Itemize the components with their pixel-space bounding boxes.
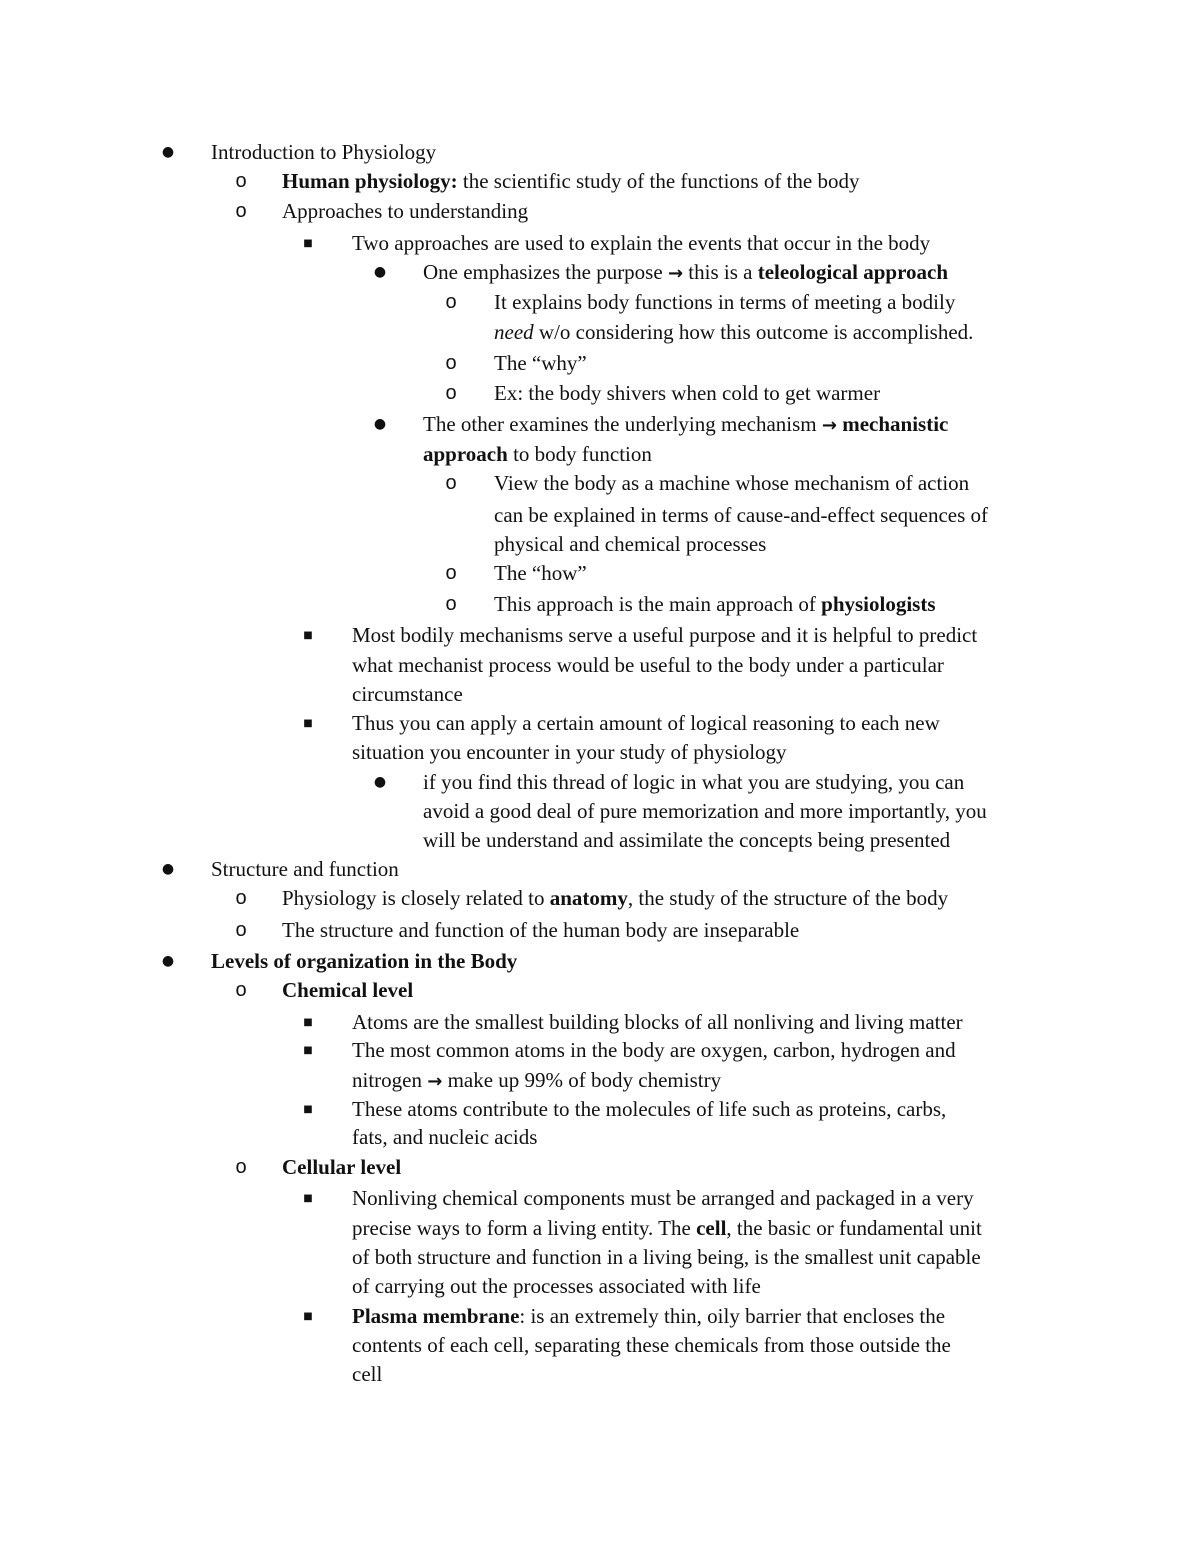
bold-term: cell — [696, 1216, 727, 1240]
bullet-circle-icon: o — [445, 562, 457, 584]
bullet-disc-icon: ● — [161, 953, 175, 969]
line-text — [352, 1008, 963, 1036]
bullet-square-icon: ■ — [303, 1193, 313, 1204]
line-text — [352, 1036, 956, 1064]
bold-term: Cellular level — [282, 1155, 402, 1179]
bullet-circle-icon: o — [445, 472, 457, 494]
line-text — [423, 768, 964, 796]
bullet-disc-icon: ● — [373, 264, 387, 280]
bullet-circle-icon: o — [445, 593, 457, 615]
bold-term: physiologists — [821, 592, 936, 616]
line-text — [352, 680, 463, 708]
bullet-square-icon: ■ — [303, 1104, 313, 1115]
line-text — [352, 1302, 945, 1330]
text-run: , the study of the structure of the body — [627, 886, 949, 910]
bullet-circle-icon: o — [235, 979, 247, 1001]
line-text — [494, 530, 766, 558]
text-run: of carrying out the processes associated with life — [352, 1274, 761, 1298]
text-run: circumstance — [352, 682, 463, 706]
bullet-square-icon: ■ — [303, 630, 313, 641]
arrow-right-icon: → — [427, 1071, 443, 1092]
bullet-circle-icon: o — [445, 291, 457, 313]
line-text — [352, 709, 940, 737]
line-text — [423, 440, 652, 468]
line-text — [494, 559, 587, 587]
text-run: Atoms are the smallest building blocks of all nonliving and living matter — [352, 1010, 963, 1034]
line-text — [494, 590, 936, 618]
bullet-disc-icon: ● — [161, 861, 175, 877]
line-text — [282, 197, 528, 225]
text-run: This approach is the main approach of — [494, 592, 822, 616]
bullet-disc-icon: ● — [161, 144, 175, 160]
text-run: cell — [352, 1362, 383, 1386]
text-run: Physiology is closely related to — [282, 886, 550, 910]
text-run: The other examines the underlying mechanism — [423, 412, 822, 436]
line-text — [211, 855, 399, 883]
bullet-circle-icon: o — [235, 1156, 247, 1178]
line-text — [352, 1184, 974, 1212]
bullet-square-icon: ■ — [303, 1045, 313, 1056]
text-run: the scientific study of the functions of the body — [457, 169, 860, 193]
line-text — [352, 1095, 946, 1123]
bold-term: approach — [423, 442, 508, 466]
text-run: can be explained in terms of cause-and-effect sequences of — [494, 503, 989, 527]
bold-term: Plasma membrane — [352, 1304, 520, 1328]
arrow-right-icon: → — [667, 263, 684, 284]
arrow-right-icon: → — [821, 415, 837, 436]
text-run: precise ways to form a living entity. The — [352, 1216, 697, 1240]
text-run: Thus you can apply a certain amount of logical reasoning to each new — [352, 711, 940, 735]
text-run: will be understand and assimilate the concepts being presented — [423, 828, 951, 852]
bold-term: Human physiology: — [282, 169, 458, 193]
bullet-square-icon: ■ — [303, 718, 313, 729]
line-text — [352, 738, 787, 766]
line-text — [352, 1243, 981, 1271]
line-text — [282, 1153, 401, 1181]
bullet-circle-icon: o — [235, 170, 247, 192]
line-text — [352, 1066, 721, 1096]
text-run: make up 99% of body chemistry — [442, 1068, 722, 1092]
line-text — [352, 621, 977, 649]
text-run: to body function — [507, 442, 652, 466]
text-run: The most common atoms in the body are oxygen, carbon, hydrogen and — [352, 1038, 956, 1062]
bullet-circle-icon: o — [235, 887, 247, 909]
text-run: The “how” — [494, 561, 587, 585]
line-text — [494, 501, 988, 529]
line-text — [423, 826, 950, 854]
text-run: situation you encounter in your study of physiology — [352, 740, 787, 764]
line-text — [423, 797, 987, 825]
text-run: if you find this thread of logic in what you are studying, you can — [423, 770, 965, 794]
line-text — [282, 976, 413, 1004]
bullet-circle-icon: o — [235, 200, 247, 222]
line-text — [211, 138, 436, 166]
line-text — [494, 469, 969, 497]
line-text — [423, 410, 948, 440]
text-run: These atoms contribute to the molecules of life such as proteins, carbs, — [352, 1097, 947, 1121]
line-text — [352, 229, 930, 257]
text-run: Ex: the body shivers when cold to get warmer — [494, 381, 881, 405]
text-run: nitrogen — [352, 1068, 428, 1092]
bullet-circle-icon: o — [445, 382, 457, 404]
line-text — [494, 288, 955, 316]
text-run: , the basic or fundamental unit — [726, 1216, 982, 1240]
bold-term: mechanistic — [842, 412, 949, 436]
line-text — [352, 1272, 761, 1300]
line-text — [494, 318, 973, 346]
text-run: One emphasizes the purpose — [423, 260, 668, 284]
bullet-circle-icon: o — [235, 919, 247, 941]
line-text — [494, 379, 880, 407]
line-text — [494, 349, 587, 377]
text-run: Most bodily mechanisms serve a useful purpose and it is helpful to predict — [352, 623, 978, 647]
line-text — [282, 167, 859, 195]
line-text — [352, 651, 944, 679]
bold-term: anatomy — [549, 886, 628, 910]
line-text — [352, 1331, 951, 1359]
bullet-disc-icon: ● — [373, 774, 387, 790]
bullet-circle-icon: o — [445, 352, 457, 374]
text-run: what mechanist process would be useful to the body under a particular — [352, 653, 944, 677]
line-text — [282, 916, 799, 944]
line-text — [352, 1123, 537, 1151]
line-text — [352, 1360, 382, 1388]
text-run: It explains body functions in terms of meeting a bodily — [494, 290, 956, 314]
text-run: physical and chemical processes — [494, 532, 767, 556]
text-run: Approaches to understanding — [282, 199, 529, 223]
line-text — [352, 1214, 982, 1242]
line-text — [423, 258, 948, 288]
text-run: of both structure and function in a living being, is the smallest unit capable — [352, 1245, 981, 1269]
text-run: contents of each cell, separating these chemicals from those outside the — [352, 1333, 951, 1357]
bold-term: Chemical level — [282, 978, 414, 1002]
line-text — [211, 947, 517, 975]
bold-term: Levels of organization in the Body — [211, 949, 518, 973]
text-run: fats, and nucleic acids — [352, 1125, 538, 1149]
text-run: Structure and function — [211, 857, 399, 881]
text-run: The “why” — [494, 351, 587, 375]
bold-term: teleological approach — [757, 260, 949, 284]
text-run: this is a — [683, 260, 758, 284]
text-run: : is an extremely thin, oily barrier that encloses the — [519, 1304, 946, 1328]
text-run: Introduction to Physiology — [211, 140, 437, 164]
bullet-square-icon: ■ — [303, 1017, 313, 1028]
text-run: w/o considering how this outcome is accomplished. — [533, 320, 974, 344]
bullet-disc-icon: ● — [373, 416, 387, 432]
text-run: Two approaches are used to explain the events that occur in the body — [352, 231, 931, 255]
line-text — [282, 884, 948, 912]
text-run: avoid a good deal of pure memorization and more importantly, you — [423, 799, 987, 823]
bullet-square-icon: ■ — [303, 1311, 313, 1322]
text-run: View the body as a machine whose mechanism of action — [494, 471, 970, 495]
italic-term: need — [494, 320, 534, 344]
bullet-square-icon: ■ — [303, 238, 313, 249]
text-run: The structure and function of the human body are inseparable — [282, 918, 800, 942]
text-run: Nonliving chemical components must be arranged and packaged in a very — [352, 1186, 974, 1210]
